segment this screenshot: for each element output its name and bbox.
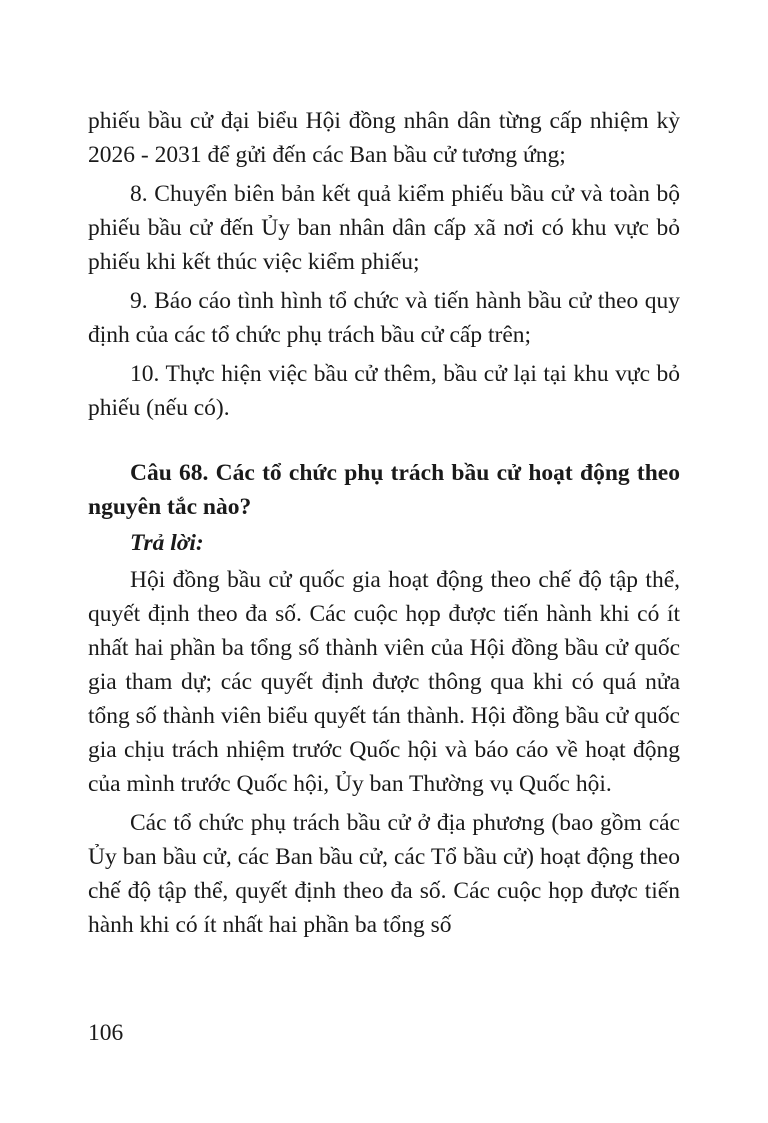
question-heading: Câu 68. Các tổ chức phụ trách bầu cử hoạt động theo nguyên tắc nào? xyxy=(88,460,680,520)
answer-paragraph-2: Các tổ chức phụ trách bầu cử ở địa phương (bao gồm các Ủy ban bầu cử, các Ban bầu cử, các Tổ bầu cử) hoạt động theo chế độ tập thể, quyết định theo đa số. Các cuộc họp được tiến hành khi có ít nhất hai phần ba tổng số xyxy=(88,810,680,938)
paragraph-continuation: phiếu bầu cử đại biểu Hội đồng nhân dân từng cấp nhiệm kỳ 2026 - 2031 để gửi đến các Ban bầu cử tương ứng; xyxy=(88,108,680,168)
paragraph-item-10: 10. Thực hiện việc bầu cử thêm, bầu cử lại tại khu vực bỏ phiếu (nếu có). xyxy=(88,361,680,421)
page-number: 106 xyxy=(88,1020,124,1046)
answer-paragraph-1: Hội đồng bầu cử quốc gia hoạt động theo chế độ tập thể, quyết định theo đa số. Các cuộc họp được tiến hành khi có ít nhất hai phần ba tổng số thành viên của Hội đồng bầu cử quốc gia tham dự; các quyết định được thông qua khi có quá nửa tổng số thành viên biểu quyết tán thành. Hội đồng bầu cử quốc gia chịu trách nhiệm trước Quốc hội và báo cáo về hoạt động của mình trước Quốc hội, Ủy ban Thường vụ Quốc hội. xyxy=(88,567,680,797)
paragraph-item-9: 9. Báo cáo tình hình tổ chức và tiến hành bầu cử theo quy định của các tổ chức phụ trách bầu cử cấp trên; xyxy=(88,288,680,348)
answer-label: Trả lời: xyxy=(130,530,204,556)
page-body xyxy=(88,104,680,942)
paragraph-item-8: 8. Chuyển biên bản kết quả kiểm phiếu bầu cử và toàn bộ phiếu bầu cử đến Ủy ban nhân dân cấp xã nơi có khu vực bỏ phiếu khi kết thúc việc kiểm phiếu; xyxy=(88,181,680,275)
